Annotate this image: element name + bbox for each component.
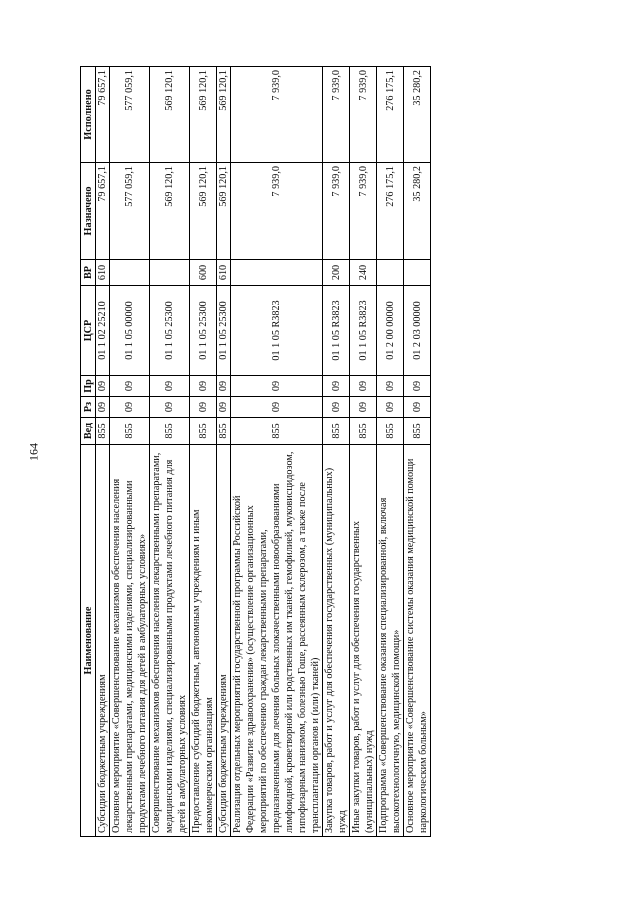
cell-name: Субсидии бюджетным учреждениям [96,445,110,837]
cell-pr: 09 [350,376,377,397]
cell-pr: 09 [231,376,323,397]
cell-vr [231,260,323,286]
header-executed: Исполнено [81,67,96,163]
cell-ved: 855 [377,418,404,445]
table-row [96,67,110,837]
cell-csr: 01 1 02 25210 [96,286,110,376]
cell-assigned: 569 120,1 [190,163,217,260]
cell-executed: 569 120,1 [217,67,231,163]
cell-vr [150,260,190,286]
cell-vr: 200 [323,260,350,286]
cell-vr: 610 [217,260,231,286]
cell-assigned: 569 120,1 [217,163,231,260]
table-row [110,67,150,837]
cell-ved: 855 [404,418,431,445]
cell-name: Подпрограмма «Совершенствование оказания специализированной, включая высокотехнологичную, медицинской помощи» [377,445,404,837]
table-row [377,67,404,837]
cell-pr: 09 [404,376,431,397]
cell-executed: 569 120,1 [190,67,217,163]
cell-executed: 7 939,0 [323,67,350,163]
cell-csr: 01 1 05 R3823 [323,286,350,376]
cell-pr: 09 [377,376,404,397]
cell-rz: 09 [404,397,431,418]
cell-rz: 09 [350,397,377,418]
cell-vr: 610 [96,260,110,286]
cell-assigned: 7 939,0 [323,163,350,260]
cell-ved: 855 [350,418,377,445]
cell-ved: 855 [323,418,350,445]
cell-csr: 01 1 05 25300 [217,286,231,376]
header-ved: Вед [81,418,96,445]
cell-name: Основное мероприятие «Совершенствование системы оказания медицинской помощи наркологическим больным» [404,445,431,837]
cell-assigned: 79 657,1 [96,163,110,260]
table-row [404,67,431,837]
table-row [217,67,231,837]
cell-vr [110,260,150,286]
cell-name: Реализация отдельных мероприятий государственной программы Российской Федерации «Развитие здравоохранения» (осуществление организационных мероприятий по обеспечению граждан лекарственными препаратами, предназначенными для лечения больных злокачественными новообразованиями лимфоидной, кроветворной или родственных им тканей, гемофилией, муковисцидозом, гипофизарным нанизмом, болезнью Гоше, рассеянным склерозом, а также после трансплантации органов и (или) тканей) [231,445,323,837]
cell-vr [404,260,431,286]
cell-pr: 09 [323,376,350,397]
cell-pr: 09 [190,376,217,397]
cell-ved: 855 [231,418,323,445]
header-assigned: Назначено [81,163,96,260]
cell-name: Субсидии бюджетным учреждениям [217,445,231,837]
cell-assigned: 7 939,0 [231,163,323,260]
cell-assigned: 7 939,0 [350,163,377,260]
table-row [323,67,350,837]
cell-executed: 276 175,1 [377,67,404,163]
cell-assigned: 35 280,2 [404,163,431,260]
cell-name: Иные закупки товаров, работ и услуг для обеспечения государственных (муниципальных) нужд [350,445,377,837]
table-header-row [81,67,96,837]
cell-rz: 09 [190,397,217,418]
cell-csr: 01 1 05 R3823 [350,286,377,376]
cell-pr: 09 [217,376,231,397]
cell-ved: 855 [96,418,110,445]
cell-rz: 09 [150,397,190,418]
cell-vr [377,260,404,286]
cell-csr: 01 1 05 25300 [150,286,190,376]
cell-vr: 240 [350,260,377,286]
cell-csr: 01 1 05 00000 [110,286,150,376]
cell-executed: 577 059,1 [110,67,150,163]
header-csr: ЦСР [81,286,96,376]
cell-executed: 79 657,1 [96,67,110,163]
cell-ved: 855 [217,418,231,445]
cell-rz: 09 [110,397,150,418]
cell-name: Совершенствование механизмов обеспечения населения лекарственными препаратами, медицинскими изделиями, специализированными продуктами лечебного питания для детей в амбулаторных условиях [150,445,190,837]
table-row [350,67,377,837]
header-pr: Пр [81,376,96,397]
cell-rz: 09 [96,397,110,418]
cell-rz: 09 [323,397,350,418]
cell-name: Предоставление субсидий бюджетным, автономным учреждениям и иным некоммерческим организациям [190,445,217,837]
cell-csr: 01 1 05 R3823 [231,286,323,376]
cell-executed: 35 280,2 [404,67,431,163]
cell-assigned: 276 175,1 [377,163,404,260]
table-row [150,67,190,837]
cell-ved: 855 [150,418,190,445]
cell-rz: 09 [231,397,323,418]
cell-executed: 7 939,0 [231,67,323,163]
header-vr: ВР [81,260,96,286]
cell-csr: 01 2 00 00000 [377,286,404,376]
cell-name: Основное мероприятие «Совершенствование механизмов обеспечения населения лекарственными препаратами, медицинскими изделиями, специализированными продуктами лечебного питания для детей в амбулаторных условиях» [110,445,150,837]
cell-pr: 09 [150,376,190,397]
rotated-page-content [80,67,520,837]
header-rz: Рз [81,397,96,418]
cell-executed: 7 939,0 [350,67,377,163]
cell-pr: 09 [96,376,110,397]
cell-rz: 09 [377,397,404,418]
cell-assigned: 569 120,1 [150,163,190,260]
cell-executed: 569 120,1 [150,67,190,163]
cell-vr: 600 [190,260,217,286]
table-row [190,67,217,837]
cell-ved: 855 [190,418,217,445]
cell-rz: 09 [217,397,231,418]
cell-csr: 01 1 05 25300 [190,286,217,376]
header-name: Наименование [81,445,96,837]
page-number: 164 [26,443,41,461]
cell-ved: 855 [110,418,150,445]
cell-assigned: 577 059,1 [110,163,150,260]
table-row [231,67,323,837]
cell-pr: 09 [110,376,150,397]
cell-csr: 01 2 03 00000 [404,286,431,376]
cell-name: Закупка товаров, работ и услуг для обеспечения государственных (муниципальных) нужд [323,445,350,837]
budget-table [80,66,431,837]
